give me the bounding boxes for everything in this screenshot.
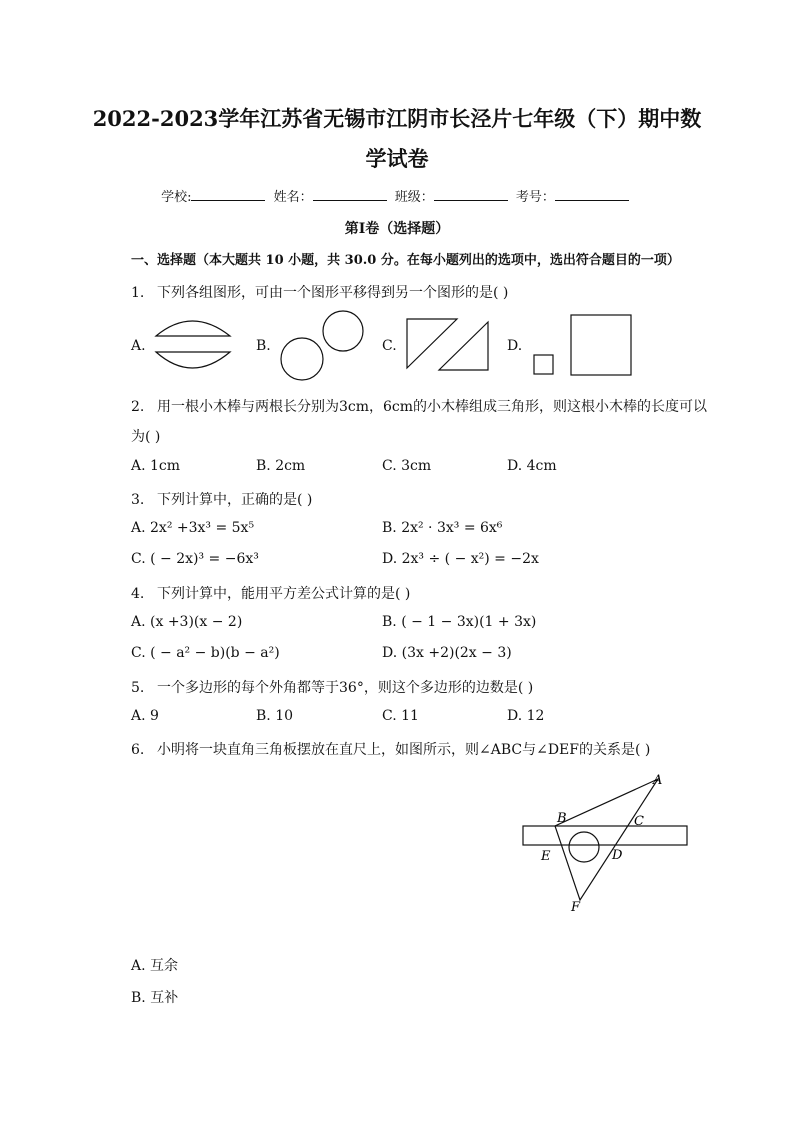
- q2-option-d: D. 4cm: [507, 458, 557, 474]
- student-info-fields: [0, 186, 794, 205]
- q1-option-b-label: B.: [256, 338, 271, 354]
- q1-option-d-label: D.: [507, 338, 523, 354]
- label-a: A: [653, 773, 663, 788]
- q5-option-a: A. 9: [131, 708, 159, 724]
- question-text-line1: 用一根小木棒与两根长分别为3cm，6cm的小木棒组成三角形，则这根小木棒的长度可以: [157, 399, 708, 415]
- question-text: 下列各组图形，可由一个图形平移得到另一个图形的是( ): [157, 285, 509, 301]
- q1-figure-d: [534, 315, 631, 375]
- question-number: 3.: [131, 492, 145, 508]
- q4-option-b: B. ( − 1 − 3x)(1 + 3x): [382, 614, 537, 630]
- question-text: 一个多边形的每个外角都等于36°，则这个多边形的边数是( ): [157, 680, 534, 696]
- question-2: [131, 396, 707, 416]
- q6-option-a: A. 互余: [131, 958, 179, 974]
- question-6: [131, 739, 650, 759]
- q1-figure-c: [407, 319, 488, 370]
- q4-option-c: C. ( − a² − b)(b − a²): [131, 645, 280, 661]
- field-exam-number-blank: [555, 188, 629, 201]
- field-name-blank: [313, 188, 387, 201]
- q5-option-d: D. 12: [507, 708, 545, 724]
- question-4: [131, 583, 410, 603]
- q6-figure: [515, 768, 695, 918]
- label-e: E: [541, 849, 551, 864]
- q2-option-c: C. 3cm: [382, 458, 432, 474]
- question-text: 下列计算中，正确的是( ): [157, 492, 313, 508]
- q2-option-a: A. 1cm: [131, 458, 181, 474]
- q3-option-b: B. 2x² · 3x³ = 6x⁶: [382, 520, 503, 536]
- page-title-line1: 2022-2023学年江苏省无锡市江阴市长泾片七年级（下）期中数: [92, 106, 702, 131]
- field-class-label: 班级：: [394, 190, 434, 205]
- field-school-label: 学校:: [161, 190, 192, 205]
- q3-option-c: C. ( − 2x)³ = −6x³: [131, 551, 259, 567]
- question-number: 5.: [131, 680, 145, 696]
- q1-option-c-label: C.: [382, 338, 397, 354]
- section-title: 第Ⅰ卷（选择题）: [344, 221, 450, 237]
- q2-option-b: B. 2cm: [256, 458, 306, 474]
- q1-option-a-label: A.: [131, 338, 146, 354]
- q5-option-b: B. 10: [256, 708, 294, 724]
- circle-shape: [569, 832, 599, 862]
- question-number: 4.: [131, 586, 145, 602]
- page-title-line2: 学试卷: [365, 146, 429, 171]
- q4-option-d: D. (3x +2)(2x − 3): [382, 645, 512, 661]
- question-number: 1.: [131, 285, 145, 301]
- label-c: C: [634, 814, 644, 829]
- question-2-cont: 为( ): [131, 429, 161, 445]
- ruler-shape: [523, 826, 687, 845]
- q1-figure-b: [281, 311, 363, 380]
- field-exam-number-label: 考号：: [515, 190, 555, 205]
- q5-option-c: C. 11: [382, 708, 419, 724]
- question-5: [131, 677, 533, 697]
- field-name-label: 姓名：: [273, 190, 313, 205]
- field-school-blank: [191, 188, 265, 201]
- question-text: 小明将一块直角三角板摆放在直尺上，如图所示，则∠ABC与∠DEF的关系是( ): [157, 742, 651, 758]
- question-3: [131, 489, 312, 509]
- q1-figures: [150, 308, 650, 388]
- question-text: 下列计算中，能用平方差公式计算的是( ): [157, 586, 411, 602]
- part-heading: 一、选择题（本大题共 10 小题，共 30.0 分。在每小题列出的选项中，选出符合题目的一项）: [131, 253, 680, 268]
- question-number: 2.: [131, 399, 145, 415]
- q6-option-b: B. 互补: [131, 990, 179, 1006]
- label-f: F: [571, 900, 581, 915]
- field-class-blank: [434, 188, 508, 201]
- q1-figure-a: [156, 321, 230, 368]
- label-d: D: [612, 848, 623, 863]
- q3-option-d: D. 2x³ ÷ ( − x²) = −2x: [382, 551, 539, 567]
- q3-option-a: A. 2x² +3x³ = 5x⁵: [131, 520, 255, 536]
- question-1: [131, 282, 508, 302]
- label-b: B: [557, 811, 567, 826]
- q4-option-a: A. (x +3)(x − 2): [131, 614, 243, 630]
- question-number: 6.: [131, 742, 145, 758]
